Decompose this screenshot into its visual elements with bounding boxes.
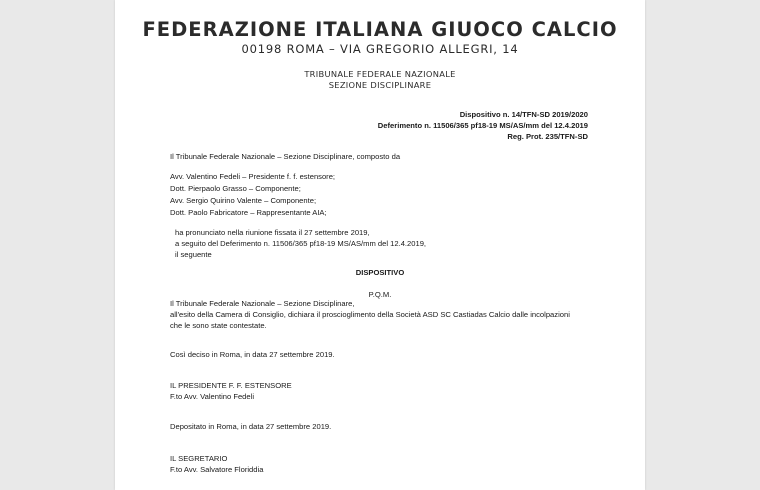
president-title: IL PRESIDENTE F. F. ESTENSORE <box>170 381 292 390</box>
pqm-heading: P.Q.M. <box>368 290 392 299</box>
member-line: Avv. Sergio Quirino Valente – Componente; <box>170 196 317 205</box>
deposited-text: Depositato in Roma, in data 27 settembre 2019. <box>170 422 332 431</box>
decision-line: che le sono state contestate. <box>170 321 267 330</box>
intro-text: Il Tribunale Federale Nazionale – Sezione Disciplinare, composto da <box>170 152 401 161</box>
dispositivo-ref: Dispositivo n. 14/TFN-SD 2019/2020 <box>459 110 588 119</box>
decision-line: all'esito della Camera di Consiglio, dichiara il proscioglimento della Società ASD SC Castiadas Calcio dalle incolpazioni <box>170 310 570 319</box>
member-line: Avv. Valentino Fedeli – Presidente f. f. estensore; <box>170 172 336 181</box>
document-page <box>115 0 645 490</box>
member-line: Dott. Pierpaolo Grasso – Componente; <box>170 184 301 193</box>
secretary-signature: F.to Avv. Salvatore Floriddia <box>170 465 264 474</box>
deferimento-ref: Deferimento n. 11506/365 pf18-19 MS/AS/mm del 12.4.2019 <box>377 121 588 130</box>
federation-address: 00198 ROMA – VIA GREGORIO ALLEGRI, 14 <box>241 42 519 56</box>
tribunal-name: TRIBUNALE FEDERALE NAZIONALE <box>304 69 456 79</box>
pronounced-line: a seguito del Deferimento n. 11506/365 pf18-19 MS/AS/mm del 12.4.2019, <box>175 239 427 248</box>
protocol-ref: Reg. Prot. 235/TFN-SD <box>507 132 588 141</box>
federation-title: FEDERAZIONE ITALIANA GIUOCO CALCIO <box>142 18 618 41</box>
president-signature: F.to Avv. Valentino Fedeli <box>170 392 255 401</box>
dispositivo-heading: DISPOSITIVO <box>355 268 405 277</box>
decided-text: Così deciso in Roma, in data 27 settembre 2019. <box>170 350 335 359</box>
section-name: SEZIONE DISCIPLINARE <box>328 80 432 90</box>
pronounced-line: il seguente <box>175 250 212 259</box>
secretary-title: IL SEGRETARIO <box>170 454 228 463</box>
pronounced-line: ha pronunciato nella riunione fissata il 27 settembre 2019, <box>175 228 370 237</box>
member-line: Dott. Paolo Fabricatore – Rappresentante AIA; <box>170 208 327 217</box>
decision-line: Il Tribunale Federale Nazionale – Sezione Disciplinare, <box>170 299 355 308</box>
